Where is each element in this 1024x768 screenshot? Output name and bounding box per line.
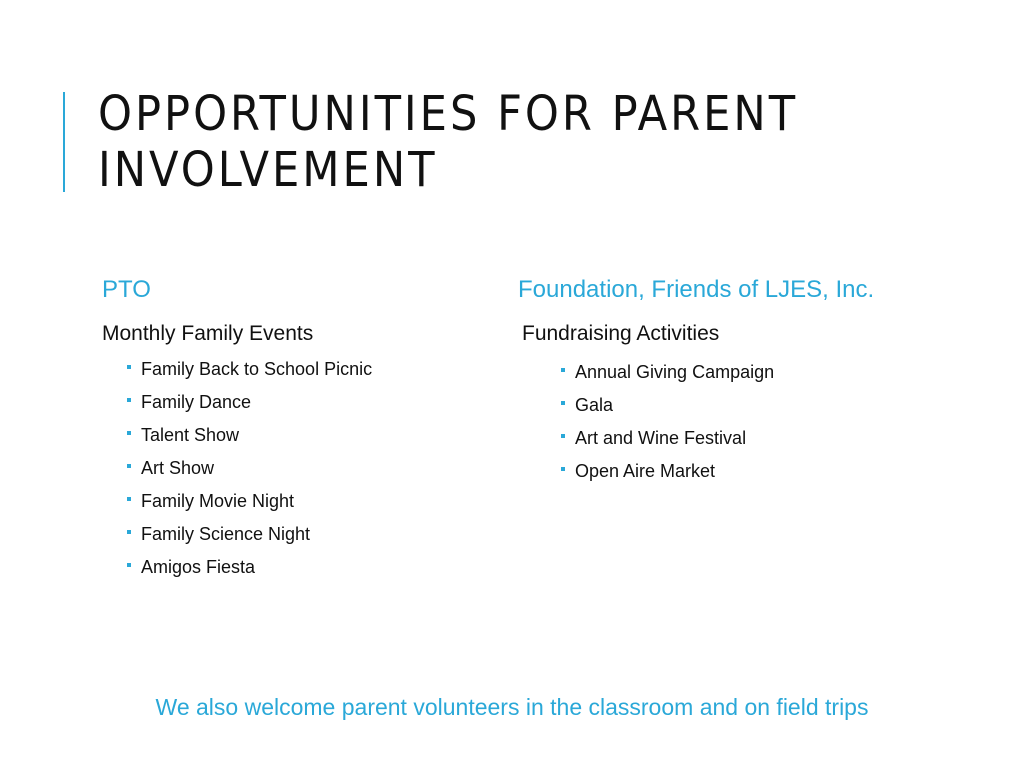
list-item — [127, 419, 372, 452]
fundraising-list — [561, 356, 774, 488]
list-item — [127, 386, 372, 419]
pto-heading: PTO — [102, 276, 151, 303]
square-bullet-icon — [561, 401, 565, 405]
list-item-label: Gala — [575, 395, 614, 415]
square-bullet-icon — [127, 431, 131, 435]
list-item — [127, 353, 372, 386]
list-item-label: Amigos Fiesta — [141, 557, 256, 577]
square-bullet-icon — [127, 365, 131, 369]
list-item-label: Annual Giving Campaign — [575, 362, 775, 382]
volunteer-note: We also welcome parent volunteers in the classroom and on field trips — [155, 694, 869, 720]
pto-event-list — [127, 353, 372, 584]
list-item-label: Art Show — [141, 458, 215, 478]
square-bullet-icon — [127, 563, 131, 567]
list-item-label: Open Aire Market — [575, 461, 716, 481]
square-bullet-icon — [127, 497, 131, 501]
fundraising-activities-heading: Fundraising Activities — [522, 322, 720, 345]
list-item — [561, 422, 774, 455]
slide-title: OPPORTUNITIES FOR PARENT INVOLVEMENT — [98, 86, 799, 198]
list-item — [127, 518, 372, 551]
list-item — [127, 452, 372, 485]
list-item-label: Family Science Night — [141, 524, 311, 544]
square-bullet-icon — [127, 464, 131, 468]
list-item — [561, 356, 774, 389]
square-bullet-icon — [561, 467, 565, 471]
list-item — [561, 455, 774, 488]
list-item — [127, 485, 372, 518]
square-bullet-icon — [127, 398, 131, 402]
monthly-family-events-heading: Monthly Family Events — [102, 322, 314, 345]
list-item-label: Talent Show — [141, 425, 240, 445]
list-item — [561, 389, 774, 422]
square-bullet-icon — [561, 434, 565, 438]
square-bullet-icon — [127, 530, 131, 534]
list-item-label: Art and Wine Festival — [575, 428, 747, 448]
list-item-label: Family Movie Night — [141, 491, 295, 511]
foundation-heading: Foundation, Friends of LJES, Inc. — [518, 276, 875, 303]
list-item — [127, 551, 372, 584]
square-bullet-icon — [561, 368, 565, 372]
title-accent-bar — [63, 92, 65, 192]
list-item-label: Family Dance — [141, 392, 252, 412]
list-item-label: Family Back to School Picnic — [141, 359, 373, 379]
